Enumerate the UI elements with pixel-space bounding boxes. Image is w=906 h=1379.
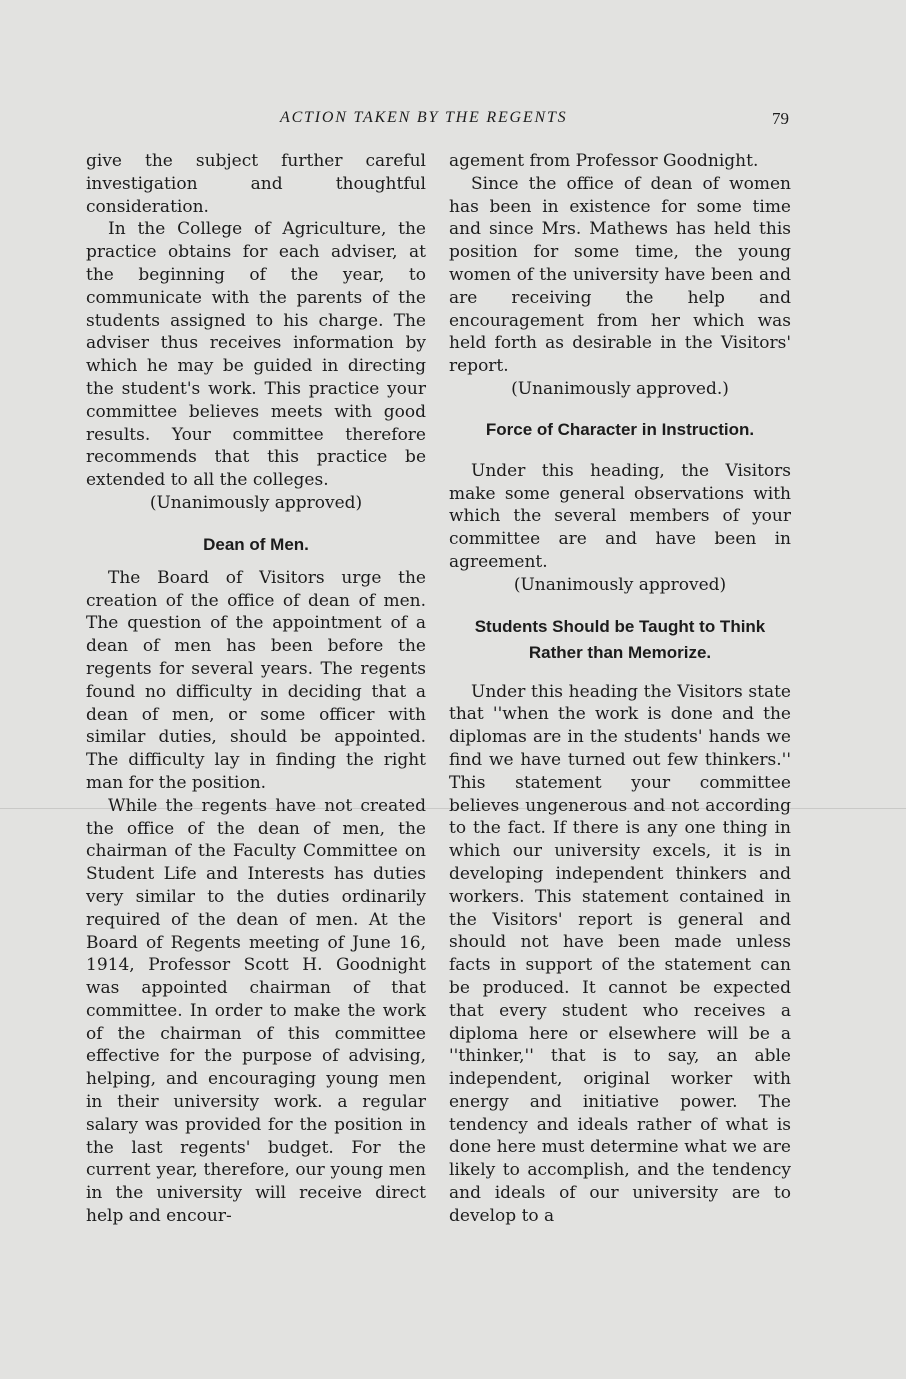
paragraph: agement from Professor Goodnight. <box>449 151 759 171</box>
paragraph: Under this heading, the Visitors make some general observations with which the several members of your committee are and have been in agreement. <box>449 460 791 572</box>
paragraph: Under this heading the Visitors state that ''when the work is done and the diplomas are in the students' hands we find we have turned out few thinkers.'' This statement your committee believes ungenerous and not according to the fact. If there is any one thing in which our university excels, it is in developing independent thinkers and workers. This statement contained in the Visitors' report is general and should not have been made unless facts in support of the statement can be produced. It cannot be expected that every student who receives a diploma here or elsewhere will be a ''thinker,'' that is to say, an able independent, original worker with energy and initiative power. The tendency and ideals rather of what is done here must determine what we are likely to accomplish, and the tendency and ideals of our university are to develop to a <box>449 681 791 1226</box>
paragraph: While the regents have not created the office of the dean of men, the chairman of the Faculty Committee on Student Life and Interests has duties very similar to the duties ordinarily required of the dean of men. At the Board of Regents meeting of June 16, 1914, Professor Scott H. Goodnight was appointed chairman of that committee. In order to make the work of the chairman of this committee effective for the purpose of advising, helping, and encouraging young men in their university work. a regular salary was provided for the position in the last regents' budget. For the current year, therefore, our young men in the university will receive direct help and encour- <box>86 795 426 1227</box>
section-heading-dean-of-men: Dean of Men. <box>203 534 309 554</box>
left-column <box>86 150 426 1228</box>
paragraph: The Board of Visitors urge the creation of the office of dean of men. The question of the appointment of a dean of men has been before the regents for several years. The regents found no difficulty in deciding that a dean of men, or some officer with similar duties, should be appointed. The difficulty lay in finding the right man for the position. <box>86 567 426 793</box>
paragraph: give the subject further careful investigation and thoughtful consideration. <box>86 151 426 217</box>
section-heading-force-of-character: Force of Character in Instruction. <box>485 419 755 439</box>
paragraph: Since the office of dean of women has been in existence for some time and since Mrs. Mathews has held this position for some time, the young women of the university have been and are receiving the help and encouragement from her which was held forth as desirable in the Visitors' report. <box>449 173 791 377</box>
running-title: ACTION TAKEN BY THE REGENTS <box>280 109 568 126</box>
approval-note: (Unanimously approved) <box>513 574 727 595</box>
page-number: 79 <box>772 109 789 128</box>
section-heading-students-think <box>449 614 791 666</box>
right-column <box>449 150 791 1228</box>
heading-line: Students Should be Taught to Think <box>474 616 766 636</box>
running-head <box>0 109 906 131</box>
heading-line: Rather than Memorize. <box>528 642 712 662</box>
paragraph: In the College of Agriculture, the practice obtains for each adviser, at the beginning of the year, to communicate with the parents of the students assigned to his charge. The adviser thus receives information by which he may be guided in directing the student's work. This practice your committee believes meets with good results. Your committee therefore recommends that this practice be extended to all the colleges. <box>86 219 426 491</box>
page-crease <box>0 808 906 809</box>
approval-note: (Unanimously approved) <box>149 492 363 513</box>
approval-note: (Unanimously approved.) <box>511 378 729 399</box>
